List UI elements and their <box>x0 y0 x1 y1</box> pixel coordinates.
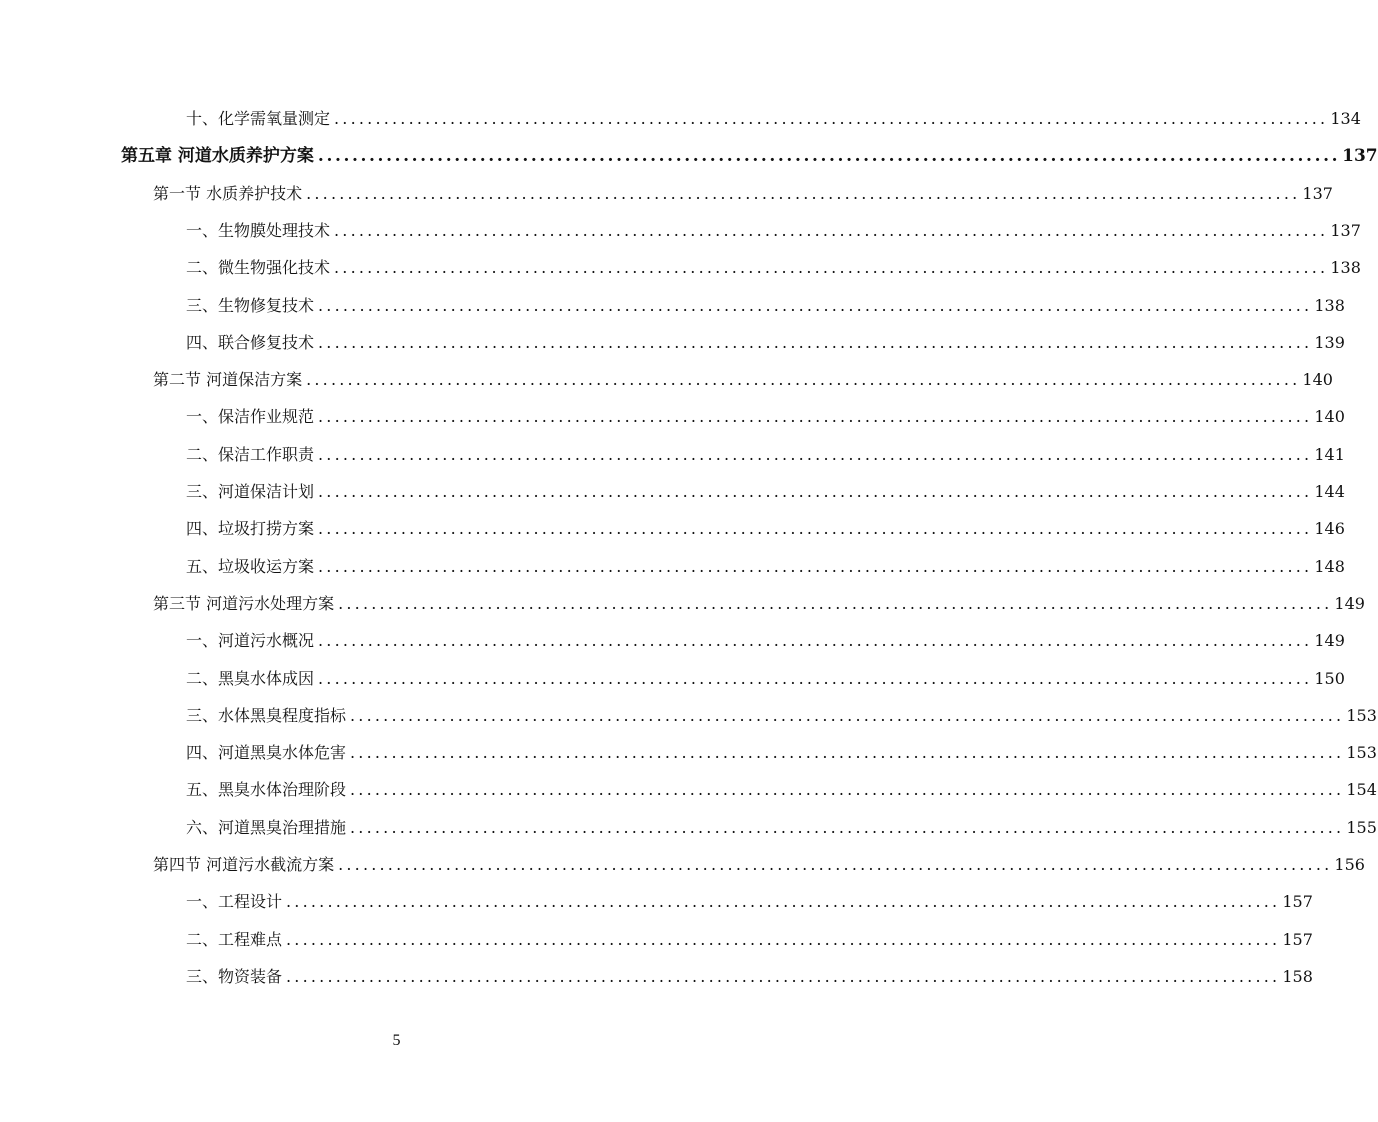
toc-entry-label: 二、黑臭水体成因 <box>186 669 315 688</box>
toc-entry-page: 137 <box>1302 184 1333 203</box>
toc-entry-page: 153 <box>1346 743 1377 762</box>
toc-entry-label: 一、生物膜处理技术 <box>186 221 331 240</box>
toc-dot-leader: ........................................................................................................................ <box>350 743 1345 762</box>
toc-dot-leader: ........................................................................................................................ <box>318 482 1313 501</box>
toc-dot-leader: ........................................................................................................................ <box>318 407 1313 426</box>
toc-item-entry[interactable] <box>186 288 1345 324</box>
toc-item-entry[interactable] <box>186 474 1345 510</box>
toc-item-entry[interactable] <box>186 698 1377 734</box>
toc-entry-page: 157 <box>1282 930 1313 949</box>
toc-dot-leader: ........................................................................................................................ <box>334 109 1329 128</box>
toc-entry-page: 137 <box>1330 221 1361 240</box>
toc-entry-page: 148 <box>1314 557 1345 576</box>
toc-item-entry[interactable] <box>186 772 1377 808</box>
toc-dot-leader: ........................................................................................................................ <box>318 445 1313 464</box>
toc-entry-label: 三、水体黑臭程度指标 <box>186 706 347 725</box>
toc-entry-label: 第三节 河道污水处理方案 <box>153 594 335 613</box>
toc-entry-page: 134 <box>1330 109 1361 128</box>
toc-item-entry[interactable] <box>186 884 1313 920</box>
toc-entry-label: 一、工程设计 <box>186 892 283 911</box>
toc-section-entry[interactable] <box>153 176 1333 212</box>
toc-entry-label: 三、生物修复技术 <box>186 296 315 315</box>
toc-entry-label: 第一节 水质养护技术 <box>153 184 303 203</box>
toc-item-entry[interactable] <box>186 213 1361 249</box>
toc-entry-page: 153 <box>1346 706 1377 725</box>
toc-entry-label: 五、垃圾收运方案 <box>186 557 315 576</box>
toc-entry-page: 149 <box>1314 631 1345 650</box>
toc-item-entry[interactable] <box>186 399 1345 435</box>
toc-dot-leader: ........................................................................................................................ <box>318 296 1313 315</box>
toc-entry-label: 四、联合修复技术 <box>186 333 315 352</box>
toc-entry-page: 138 <box>1330 258 1361 277</box>
toc-item-entry[interactable] <box>186 437 1345 473</box>
toc-entry-page: 146 <box>1314 519 1345 538</box>
page-number: 5 <box>392 1032 401 1049</box>
toc-item-entry[interactable] <box>186 250 1361 286</box>
toc-dot-leader: ........................................................................................................................ <box>286 930 1281 949</box>
toc-dot-leader: ........................................................................................................................ <box>318 631 1313 650</box>
toc-dot-leader: ........................................................................................................................ <box>350 706 1345 725</box>
toc-entry-page: 141 <box>1314 445 1345 464</box>
toc-item-entry[interactable] <box>186 549 1345 585</box>
toc-dot-leader: ........................................................................................................................ <box>350 780 1345 799</box>
toc-item-entry[interactable] <box>186 325 1345 361</box>
toc-dot-leader: ........................................................................................................................ <box>318 519 1313 538</box>
toc-chapter-entry[interactable] <box>121 138 1378 174</box>
toc-entry-page: 149 <box>1334 594 1365 613</box>
toc-entry-page: 155 <box>1346 818 1377 837</box>
toc-entry-page: 158 <box>1282 967 1313 986</box>
toc-entry-label: 六、河道黑臭治理措施 <box>186 818 347 837</box>
toc-entry-page: 137 <box>1342 146 1378 166</box>
toc-item-entry[interactable] <box>186 922 1313 958</box>
toc-dot-leader: ........................................................................................................................ <box>318 557 1313 576</box>
toc-dot-leader: ........................................................................................................................ <box>350 818 1345 837</box>
toc-dot-leader: ........................................................................................................................ <box>338 855 1333 874</box>
toc-entry-label: 四、河道黑臭水体危害 <box>186 743 347 762</box>
toc-item-entry[interactable] <box>186 959 1313 995</box>
toc-entry-label: 五、黑臭水体治理阶段 <box>186 780 347 799</box>
toc-item-entry[interactable] <box>186 101 1361 137</box>
toc-entry-page: 138 <box>1314 296 1345 315</box>
toc-dot-leader: ........................................................................................................................ <box>306 184 1301 203</box>
toc-entry-label: 三、河道保洁计划 <box>186 482 315 501</box>
toc-entry-page: 139 <box>1314 333 1345 352</box>
toc-item-entry[interactable] <box>186 661 1345 697</box>
toc-item-entry[interactable] <box>186 511 1345 547</box>
toc-entry-label: 二、工程难点 <box>186 930 283 949</box>
toc-entry-label: 三、物资装备 <box>186 967 283 986</box>
toc-section-entry[interactable] <box>153 586 1365 622</box>
toc-dot-leader: ........................................................................................................................ <box>317 146 1341 166</box>
toc-item-entry[interactable] <box>186 735 1377 771</box>
toc-dot-leader: ........................................................................................................................ <box>318 333 1313 352</box>
toc-entry-label: 四、垃圾打捞方案 <box>186 519 315 538</box>
toc-item-entry[interactable] <box>186 810 1377 846</box>
toc-dot-leader: ........................................................................................................................ <box>318 669 1313 688</box>
toc-dot-leader: ........................................................................................................................ <box>334 258 1329 277</box>
toc-entry-label: 第五章 河道水质养护方案 <box>121 146 314 166</box>
toc-section-entry[interactable] <box>153 362 1333 398</box>
toc-entry-page: 156 <box>1334 855 1365 874</box>
toc-entry-page: 140 <box>1302 370 1333 389</box>
toc-entry-page: 140 <box>1314 407 1345 426</box>
toc-entry-label: 一、保洁作业规范 <box>186 407 315 426</box>
toc-entry-label: 一、河道污水概况 <box>186 631 315 650</box>
toc-dot-leader: ........................................................................................................................ <box>286 892 1281 911</box>
toc-dot-leader: ........................................................................................................................ <box>338 594 1333 613</box>
toc-entry-label: 第四节 河道污水截流方案 <box>153 855 335 874</box>
toc-entry-label: 第二节 河道保洁方案 <box>153 370 303 389</box>
toc-entry-page: 150 <box>1314 669 1345 688</box>
toc-dot-leader: ........................................................................................................................ <box>334 221 1329 240</box>
toc-dot-leader: ........................................................................................................................ <box>306 370 1301 389</box>
toc-entry-page: 154 <box>1346 780 1377 799</box>
toc-entry-label: 十、化学需氧量测定 <box>186 109 331 128</box>
toc-entry-page: 157 <box>1282 892 1313 911</box>
toc-section-entry[interactable] <box>153 847 1365 883</box>
toc-entry-page: 144 <box>1314 482 1345 501</box>
toc-entry-label: 二、保洁工作职责 <box>186 445 315 464</box>
toc-dot-leader: ........................................................................................................................ <box>286 967 1281 986</box>
toc-entry-label: 二、微生物强化技术 <box>186 258 331 277</box>
toc-item-entry[interactable] <box>186 623 1345 659</box>
